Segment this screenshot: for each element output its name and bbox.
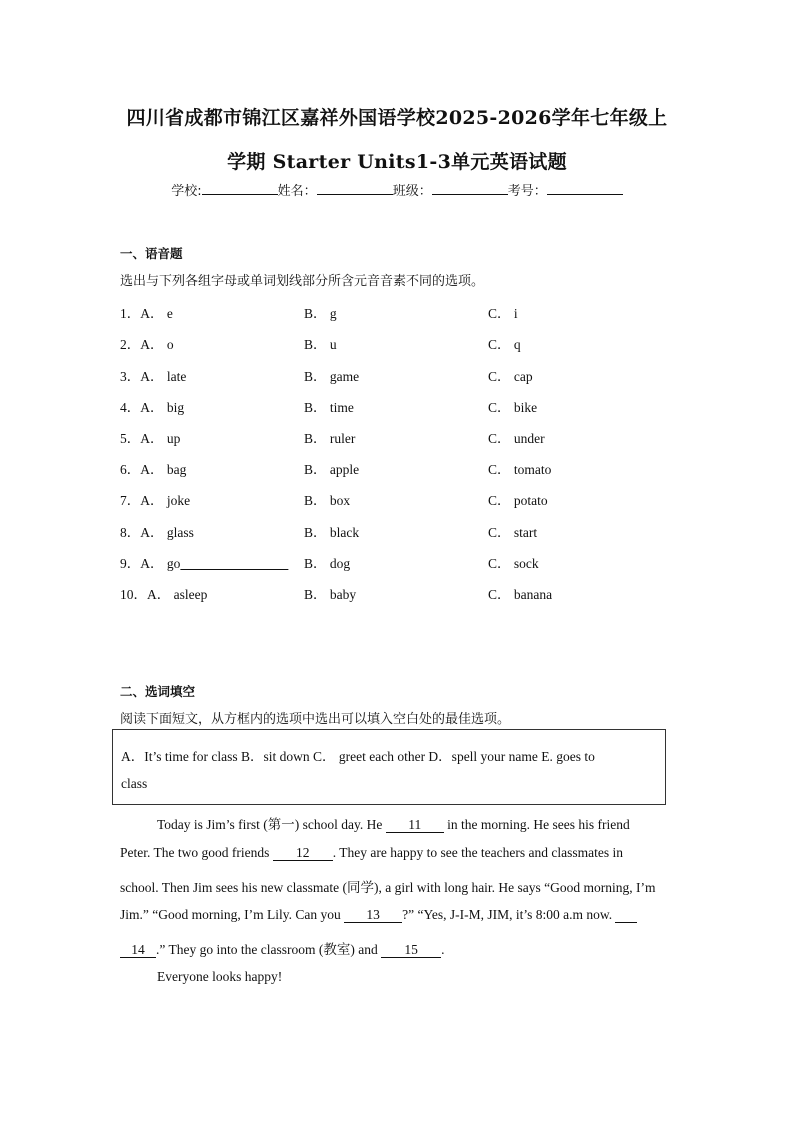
option-b[interactable]: B． black: [304, 525, 360, 540]
question-row: [0, 583, 794, 603]
passage-line: Peter. The two good friends 12 . They are happy to see the teachers and classmates in: [120, 845, 623, 860]
class-label: 班级：: [392, 184, 432, 199]
option-a[interactable]: 2．A． o: [120, 337, 174, 352]
student-info-row: [0, 180, 794, 199]
option-b[interactable]: B． u: [304, 337, 337, 352]
option-c[interactable]: C． i: [488, 306, 518, 321]
passage-line: 14 .” They go into the classroom (教室) and 15 .: [120, 938, 444, 958]
option-a[interactable]: 3．A． late: [120, 369, 187, 384]
underline-extension: [180, 556, 288, 571]
option-b[interactable]: B． apple: [304, 462, 360, 477]
name-label: 姓名：: [277, 184, 317, 199]
option-b[interactable]: B． time: [304, 400, 354, 415]
passage-line: school. Then Jim sees his new classmate (同学), a girl with long hair. He says “Good morning, I’m: [120, 880, 656, 895]
school-blank[interactable]: [202, 182, 278, 195]
exam-number-label: 考号：: [507, 184, 547, 199]
answer-blank-14[interactable]: 14: [120, 943, 156, 958]
option-c[interactable]: C． cap: [488, 369, 533, 384]
question-row: [0, 396, 794, 416]
option-a[interactable]: 6．A． bag: [120, 462, 187, 477]
option-c[interactable]: C． tomato: [488, 462, 552, 477]
section1-instruction: 选出与下列各组字母或单词划线部分所含元音音素不同的选项。: [120, 274, 485, 289]
answer-blank-11[interactable]: 11: [386, 818, 444, 833]
answer-blank-14-start: [615, 908, 637, 923]
question-row: [0, 302, 794, 322]
question-row: [0, 365, 794, 385]
word-bank-box: [112, 729, 666, 805]
answer-blank-13[interactable]: 13: [344, 908, 402, 923]
option-a[interactable]: 10．A． asleep: [120, 587, 208, 602]
section1-heading: 一、语音题: [120, 246, 183, 261]
option-c[interactable]: C． bike: [488, 400, 538, 415]
option-b[interactable]: B． game: [304, 369, 360, 384]
option-b[interactable]: B． dog: [304, 556, 351, 571]
option-c[interactable]: C． under: [488, 431, 545, 446]
word-bank-line-1: A．It’s time for class B．sit down C． greet each other D．spell your name E. goes to: [121, 749, 595, 764]
option-c[interactable]: C． potato: [488, 493, 548, 508]
question-row: [0, 521, 794, 541]
option-b[interactable]: B． box: [304, 493, 351, 508]
school-label: 学校:: [171, 184, 202, 199]
title-line-1: 四川省成都市锦江区嘉祥外国语学校2025-2026学年七年级上: [126, 107, 668, 129]
question-row: [0, 458, 794, 478]
passage-line: Jim.” “Good morning, I’m Lily. Can you 13 ?” “Yes, J-I-M, JIM, it’s 8:00 a.m now.: [120, 907, 637, 923]
option-a[interactable]: 7．A． joke: [120, 493, 191, 508]
word-bank-line-2: class: [121, 776, 148, 791]
answer-blank-12[interactable]: 12: [273, 846, 333, 861]
option-c[interactable]: C． q: [488, 337, 521, 352]
question-row: [0, 489, 794, 509]
option-c[interactable]: C． sock: [488, 556, 539, 571]
option-c[interactable]: C． start: [488, 525, 538, 540]
option-a[interactable]: 1．A． e: [120, 306, 173, 321]
option-a[interactable]: 5．A． up: [120, 431, 181, 446]
option-a[interactable]: 4．A． big: [120, 400, 185, 415]
class-blank[interactable]: [432, 182, 508, 195]
option-a[interactable]: 9．A． go: [120, 552, 288, 572]
question-row: [0, 427, 794, 447]
section2-instruction: 阅读下面短文，从方框内的选项中选出可以填入空白处的最佳选项。: [120, 712, 511, 727]
question-row: [0, 333, 794, 353]
option-a[interactable]: 8．A． glass: [120, 525, 194, 540]
passage-line: Today is Jim’s first (第一) school day. He 11 in the morning. He sees his friend: [157, 817, 630, 832]
option-b[interactable]: B． ruler: [304, 431, 356, 446]
passage-line: Everyone looks happy!: [157, 969, 283, 984]
option-b[interactable]: B． g: [304, 306, 337, 321]
option-c[interactable]: C． banana: [488, 587, 553, 602]
name-blank[interactable]: [317, 182, 393, 195]
exam-number-blank[interactable]: [547, 182, 623, 195]
question-row: [0, 552, 794, 572]
option-b[interactable]: B． baby: [304, 587, 357, 602]
answer-blank-15[interactable]: 15: [381, 943, 441, 958]
section2-heading: 二、选词填空: [120, 684, 196, 699]
title-line-2: 学期 Starter Units1-3单元英语试题: [227, 151, 567, 173]
